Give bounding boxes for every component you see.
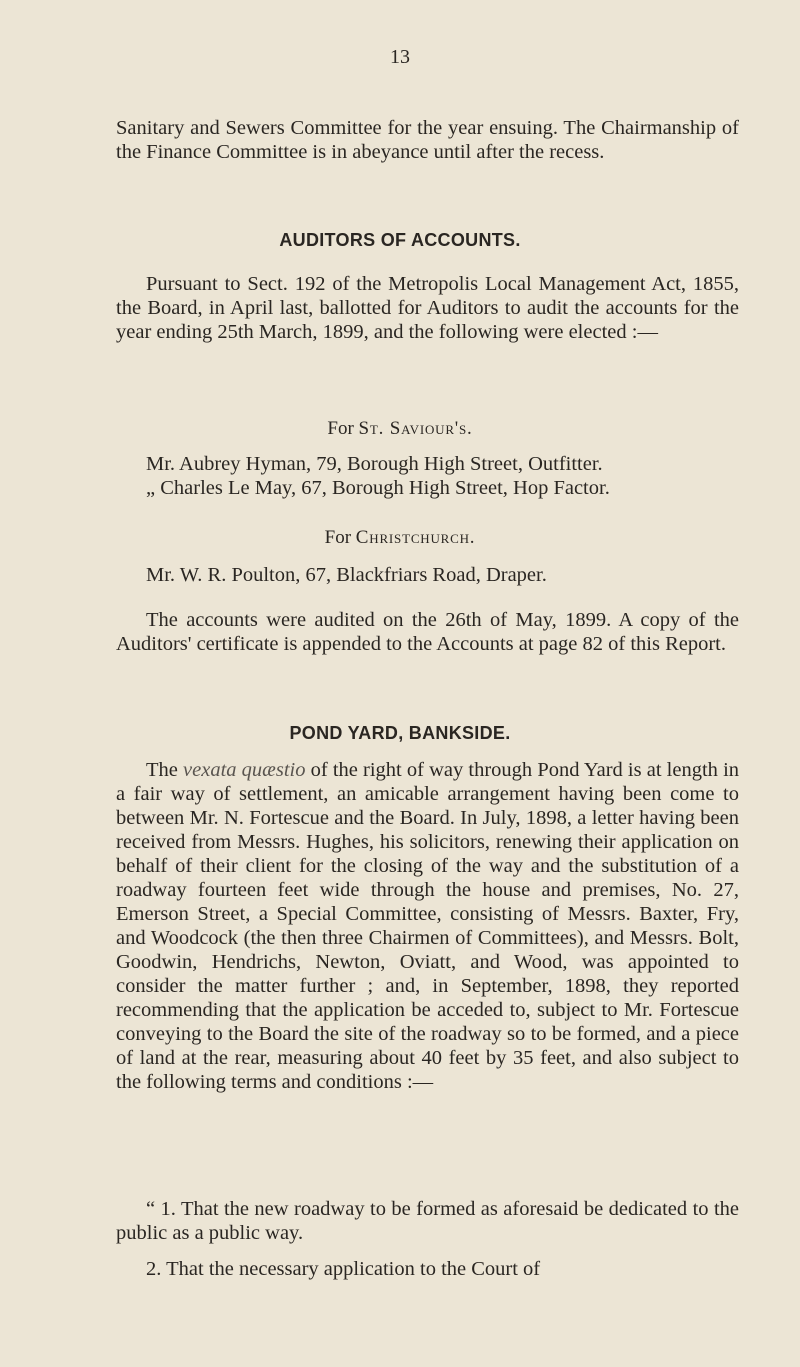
auditor-entry: Mr. W. R. Poulton, 67, Blackfriars Road, Draper. <box>146 564 547 586</box>
condition-1: “ 1. That the new roadway to be formed as aforesaid be dedicated to the public as a public way. <box>116 1198 739 1244</box>
condition-2: 2. That the necessary application to the Court of <box>146 1258 541 1280</box>
subheading-christchurch <box>0 527 800 549</box>
heading-pond-yard: POND YARD, BANKSIDE. <box>289 723 511 743</box>
auditor-entry: Mr. Aubrey Hyman, 79, Borough High Street, Outfitter. <box>146 453 603 475</box>
parish-name: Christchurch. <box>355 527 476 548</box>
for-label: For <box>324 527 352 548</box>
heading-auditors: AUDITORS OF ACCOUNTS. <box>279 230 521 250</box>
parish-name: St. Saviour's. <box>358 418 473 439</box>
text-run: of the right of way through Pond Yard is at length in a fair way of settlement, an amicable arrangement having been come to between Mr. N. Fortescue and the Board. In July, 1898, a letter having been received from Messrs. Hughes, his solicitors, renewing their application on behalf of their client for the closing of the way and the substitution of a roadway fourteen feet wide through the house and premises, No. 27, Emerson Street, a Special Committee, consisting of Messrs. Baxter, Fry, and Woodcock (the then three Chairmen of Committees), and Messrs. Bolt, Goodwin, Hendrichs, Newton, Oviatt, and Wood, was appointed to consider the matter further ; and, in September, 1898, they reported recommending that the application be acceded to, subject to Mr. Fortescue conveying to the Board the site of the roadway so to be formed, and a piece of land at the rear, measuring about 40 feet by 35 feet, and also subject to the following terms and conditions :— <box>116 759 740 1093</box>
paragraph-accounts: The accounts were audited on the 26th of May, 1899. A copy of the Auditors' certificate is appended to the Accounts at page 82 of this Report. <box>116 609 739 655</box>
text-run: The <box>146 759 178 781</box>
page-number: 13 <box>390 46 410 68</box>
subheading-st-saviours <box>0 418 800 440</box>
for-label: For <box>327 418 354 439</box>
paragraph-auditors: Pursuant to Sect. 192 of the Metropolis Local Management Act, 1855, the Board, in April last, ballotted for Auditors to audit the accounts for the year ending 25th March, 1899, and the following were elected :— <box>116 273 739 343</box>
italic-phrase: vexata quæstio <box>183 759 306 781</box>
auditor-entry: „ Charles Le May, 67, Borough High Street, Hop Factor. <box>146 477 610 499</box>
paragraph-pond-yard <box>116 758 739 1094</box>
paragraph-sanitary: Sanitary and Sewers Committee for the year ensuing. The Chairmanship of the Finance Committee is in abeyance until after the recess. <box>116 117 739 163</box>
